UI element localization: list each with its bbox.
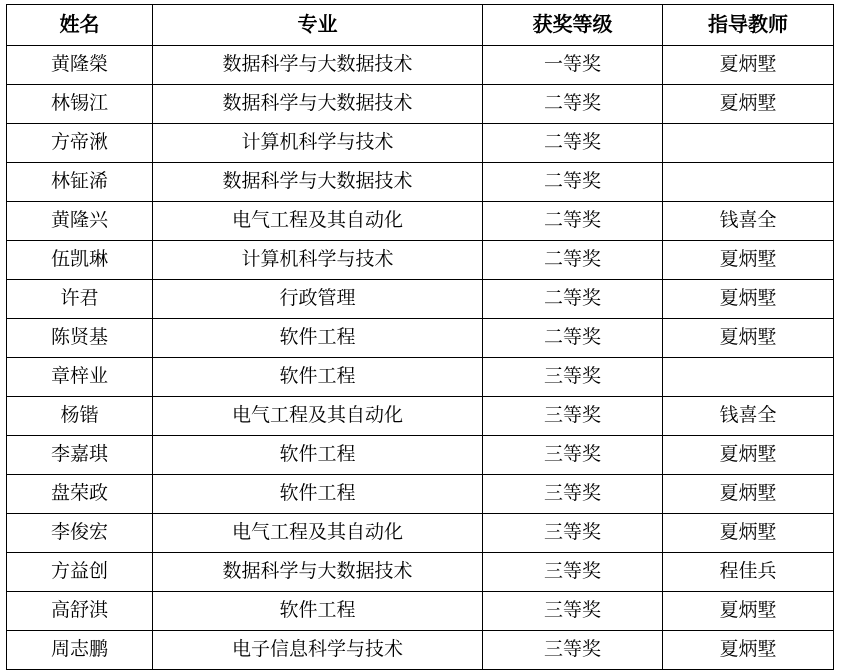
- column-header-advisor: 指导教师: [663, 5, 834, 46]
- cell-advisor: 钱喜全: [663, 397, 834, 436]
- table-row: [7, 397, 834, 436]
- table-row: [7, 553, 834, 592]
- cell-major: 数据科学与大数据技术: [153, 163, 483, 202]
- award-list-table: [6, 4, 834, 670]
- cell-name: 许君: [7, 280, 153, 319]
- cell-name: 高舒淇: [7, 592, 153, 631]
- cell-major: 电气工程及其自动化: [153, 202, 483, 241]
- cell-name: 章梓业: [7, 358, 153, 397]
- cell-major: 软件工程: [153, 319, 483, 358]
- cell-major: 数据科学与大数据技术: [153, 85, 483, 124]
- cell-major: 电气工程及其自动化: [153, 514, 483, 553]
- cell-award-level: 二等奖: [483, 202, 663, 241]
- cell-name: 盘荣政: [7, 475, 153, 514]
- cell-award-level: 二等奖: [483, 319, 663, 358]
- table-row: [7, 631, 834, 670]
- cell-award-level: 二等奖: [483, 85, 663, 124]
- cell-award-level: 三等奖: [483, 514, 663, 553]
- table-header-row: [7, 5, 834, 46]
- table-row: [7, 280, 834, 319]
- cell-major: 软件工程: [153, 436, 483, 475]
- cell-award-level: 二等奖: [483, 163, 663, 202]
- cell-major: 行政管理: [153, 280, 483, 319]
- cell-name: 方帝湫: [7, 124, 153, 163]
- cell-award-level: 三等奖: [483, 358, 663, 397]
- table-body: [7, 46, 834, 670]
- cell-advisor: 夏炳墅: [663, 631, 834, 670]
- cell-award-level: 三等奖: [483, 553, 663, 592]
- cell-advisor: 夏炳墅: [663, 592, 834, 631]
- table-row: [7, 475, 834, 514]
- cell-advisor: 夏炳墅: [663, 475, 834, 514]
- column-header-award-level: 获奖等级: [483, 5, 663, 46]
- cell-name: 林锡江: [7, 85, 153, 124]
- cell-advisor: 夏炳墅: [663, 436, 834, 475]
- cell-advisor: 夏炳墅: [663, 85, 834, 124]
- cell-name: 伍凯琳: [7, 241, 153, 280]
- cell-advisor: 夏炳墅: [663, 46, 834, 85]
- table-row: [7, 319, 834, 358]
- cell-name: 杨锴: [7, 397, 153, 436]
- table-row: [7, 85, 834, 124]
- table-row: [7, 163, 834, 202]
- table-row: [7, 358, 834, 397]
- table-row: [7, 436, 834, 475]
- cell-name: 黄隆兴: [7, 202, 153, 241]
- table-header: [7, 5, 834, 46]
- cell-award-level: 二等奖: [483, 124, 663, 163]
- cell-major: 软件工程: [153, 592, 483, 631]
- cell-major: 数据科学与大数据技术: [153, 46, 483, 85]
- cell-major: 软件工程: [153, 358, 483, 397]
- cell-name: 方益创: [7, 553, 153, 592]
- cell-major: 计算机科学与技术: [153, 124, 483, 163]
- table-row: [7, 46, 834, 85]
- cell-advisor: 夏炳墅: [663, 514, 834, 553]
- cell-award-level: 三等奖: [483, 592, 663, 631]
- cell-award-level: 三等奖: [483, 436, 663, 475]
- cell-award-level: 二等奖: [483, 241, 663, 280]
- table-row: [7, 514, 834, 553]
- cell-advisor: 程佳兵: [663, 553, 834, 592]
- cell-award-level: 三等奖: [483, 475, 663, 514]
- cell-award-level: 三等奖: [483, 631, 663, 670]
- cell-major: 数据科学与大数据技术: [153, 553, 483, 592]
- cell-advisor: 夏炳墅: [663, 319, 834, 358]
- table-row: [7, 202, 834, 241]
- cell-advisor: 钱喜全: [663, 202, 834, 241]
- cell-award-level: 一等奖: [483, 46, 663, 85]
- cell-award-level: 二等奖: [483, 280, 663, 319]
- cell-name: 黄隆榮: [7, 46, 153, 85]
- cell-name: 李嘉琪: [7, 436, 153, 475]
- cell-advisor: [663, 163, 834, 202]
- cell-major: 软件工程: [153, 475, 483, 514]
- table-row: [7, 241, 834, 280]
- cell-name: 李俊宏: [7, 514, 153, 553]
- cell-name: 林钲浠: [7, 163, 153, 202]
- cell-major: 电子信息科学与技术: [153, 631, 483, 670]
- cell-advisor: [663, 124, 834, 163]
- column-header-major: 专业: [153, 5, 483, 46]
- cell-name: 陈贤基: [7, 319, 153, 358]
- cell-major: 计算机科学与技术: [153, 241, 483, 280]
- cell-advisor: 夏炳墅: [663, 241, 834, 280]
- cell-major: 电气工程及其自动化: [153, 397, 483, 436]
- table-row: [7, 124, 834, 163]
- table-row: [7, 592, 834, 631]
- column-header-name: 姓名: [7, 5, 153, 46]
- cell-advisor: [663, 358, 834, 397]
- cell-advisor: 夏炳墅: [663, 280, 834, 319]
- cell-name: 周志鹏: [7, 631, 153, 670]
- cell-award-level: 三等奖: [483, 397, 663, 436]
